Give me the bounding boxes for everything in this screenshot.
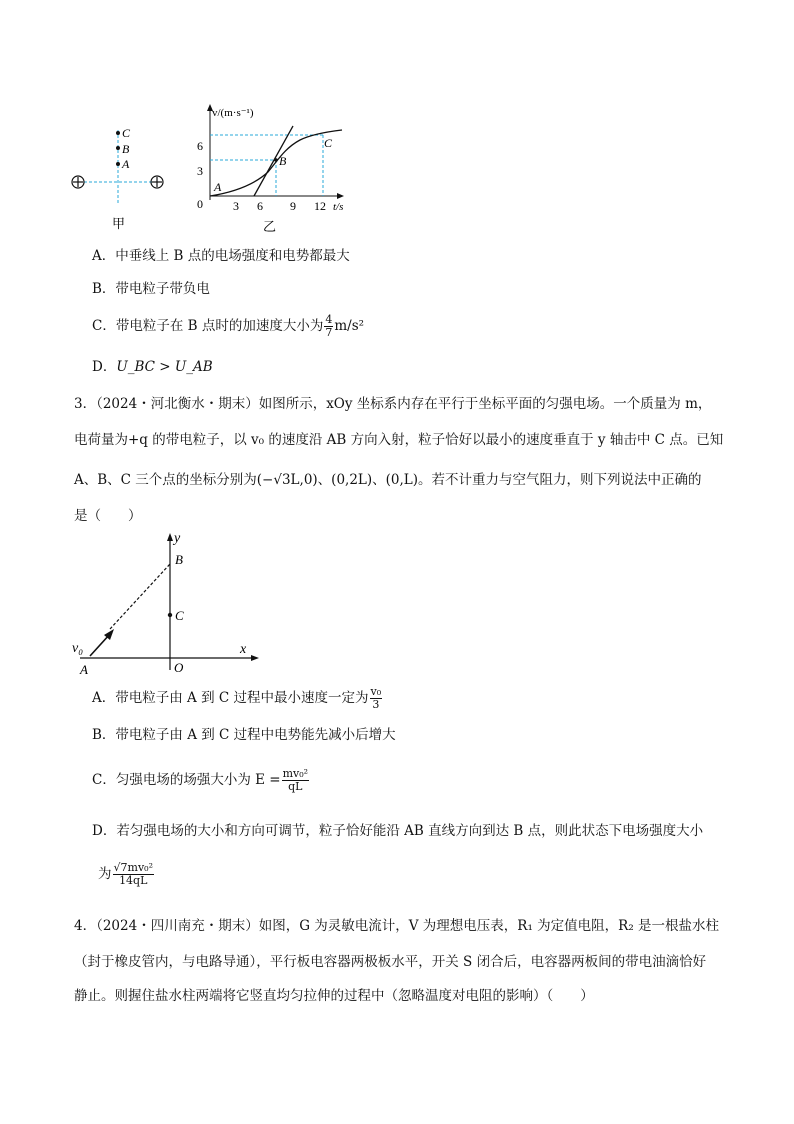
q3-dashed-ab xyxy=(110,564,170,629)
x-tick-3: 3 xyxy=(233,199,239,213)
point-b-dot xyxy=(116,146,120,150)
point-c-label: C xyxy=(324,136,333,150)
y-tick-3: 3 xyxy=(197,164,203,178)
x-tick-6: 6 xyxy=(257,199,263,213)
x-tick-12: 12 xyxy=(314,199,326,213)
q2-option-c-text: C．带电粒子在 B 点时的加速度大小为 xyxy=(92,318,324,334)
q3-option-a-fraction: $\frac{\text{v₀}}{3}$ xyxy=(370,685,382,711)
x-tick-9: 9 xyxy=(290,199,296,213)
point-a-label: A xyxy=(214,180,222,194)
q2-option-d-expr: U_BC > U_AB xyxy=(116,359,213,375)
q3-label-b: B xyxy=(175,552,183,567)
q3-y-arrow xyxy=(167,533,173,541)
point-b-label: B xyxy=(279,154,287,168)
caption-jia: 甲 xyxy=(112,216,126,231)
q2-option-b[interactable]: B．带电粒子带负电 xyxy=(92,281,210,297)
q3-x-arrow xyxy=(251,655,259,661)
q3-stem-line-3: A、B、C 三个点的坐标分别为(−√3L,0)、(0,2L)、(0,L)。若不计重力与空气阻力，则下列说法中正确的 xyxy=(74,472,702,488)
point-b-marker xyxy=(274,158,278,162)
point-c-dot xyxy=(116,131,120,135)
caption-yi: 乙 xyxy=(263,219,277,234)
left-charge-icon xyxy=(72,176,84,188)
q3-option-c[interactable] xyxy=(92,768,310,793)
q3-figure xyxy=(66,526,266,676)
q2-option-d-prefix: D． xyxy=(92,359,117,375)
q3-option-d-line-2[interactable] xyxy=(98,862,155,887)
x-axis-arrow xyxy=(337,193,344,199)
tangent-line xyxy=(254,126,293,196)
q4-stem-line-2: （封于橡皮管内，与电路导通），平行板电容器两极板水平，开关 S 闭合后，电容器两板间的带电油滴恰好 xyxy=(74,954,707,970)
q3-option-d-prefix: 为 xyxy=(98,866,112,882)
origin-label: 0 xyxy=(197,197,203,211)
x-axis-label: t/s xyxy=(333,201,344,213)
q3-option-b[interactable]: B．带电粒子由 A 到 C 过程中电势能先减小后增大 xyxy=(92,727,396,743)
label-c: C xyxy=(122,126,131,140)
q2-option-c-unit: m/s² xyxy=(334,318,365,334)
q3-stem-line-4: 是（ ） xyxy=(74,508,142,524)
q3-label-c: C xyxy=(175,608,184,623)
label-a: A xyxy=(122,157,130,171)
q3-option-c-fraction: $\frac{\text{mv₀²}}{qL}$ xyxy=(282,767,309,793)
y-tick-6: 6 xyxy=(197,139,203,153)
q3-label-x: x xyxy=(240,642,247,657)
point-a-dot xyxy=(116,162,120,166)
q3-option-a[interactable] xyxy=(92,686,383,711)
q4-stem-line-1: 4．（2024・四川南充・期末）如图，G 为灵敏电流计，V 为理想电压表，R₁ 为定值电阻，R₂ 是一根盐水柱 xyxy=(74,918,720,934)
right-charge-icon xyxy=(151,176,163,188)
q3-stem-line-2: 电荷量为+q 的带电粒子，以 v₀ 的速度沿 AB 方向入射，粒子恰好以最小的速度垂直于 y 轴击中 C 点。已知 xyxy=(74,432,724,448)
label-b: B xyxy=(122,142,130,156)
q3-label-o: O xyxy=(174,660,184,675)
q3-label-a: A xyxy=(80,662,88,676)
q3-stem-line-1: 3．（2024・河北衡水・期末）如图所示，xOy 坐标系内存在平行于坐标平面的匀强电场。一个质量为 m， xyxy=(74,396,712,412)
q3-option-d-line-1[interactable]: D．若匀强电场的大小和方向可调节，粒子恰好能沿 AB 直线方向到达 B 点，则此状态下电场强度大小 xyxy=(92,823,704,839)
q3-option-d-fraction: $\frac{\text{√7mv₀²}}{14qL}$ xyxy=(113,861,153,887)
q2-option-d[interactable] xyxy=(92,357,213,377)
q3-option-a-text: A．带电粒子由 A 到 C 过程中最小速度一定为 xyxy=(92,690,369,706)
q2-option-a[interactable]: A．中垂线上 B 点的电场强度和电势都最大 xyxy=(92,248,350,264)
q2-option-c[interactable] xyxy=(92,314,364,339)
q4-stem-line-3: 静止。则握住盐水柱两端将它竖直均匀拉伸的过程中（忽略温度对电阻的影响）（ ） xyxy=(74,988,594,1004)
q3-label-y: y xyxy=(174,531,181,546)
q3-option-c-text: C．匀强电场的场强大小为 E = xyxy=(92,772,281,788)
q3-label-v0: v₀ xyxy=(72,641,84,656)
q3-point-c xyxy=(168,613,172,617)
figure-jia xyxy=(62,118,172,233)
q2-option-c-fraction: $\frac{4}{7}$ xyxy=(325,313,333,339)
figure-yi xyxy=(190,100,360,240)
y-axis-label: v/(m·s⁻¹) xyxy=(212,107,254,119)
